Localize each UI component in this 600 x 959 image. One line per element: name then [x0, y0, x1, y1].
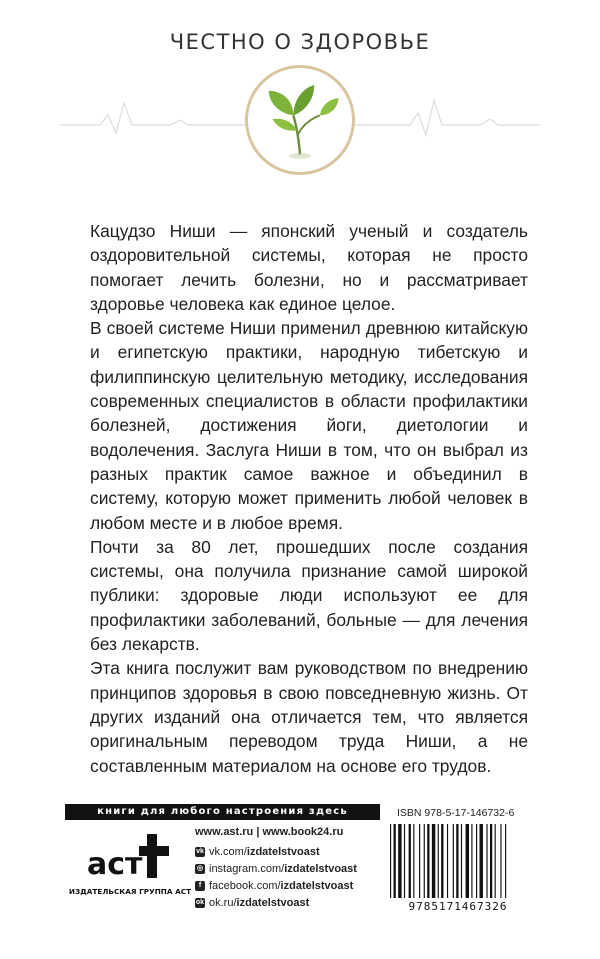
barcode-bar: [466, 824, 469, 898]
plant-sprout-icon: [248, 68, 352, 172]
facebook-icon: f: [195, 881, 205, 891]
barcode-bar: [480, 824, 483, 898]
social-link-instagram[interactable]: [195, 860, 357, 877]
barcode-bar: [490, 824, 492, 898]
paragraph: В своей системе Ниши применил древнюю китайскую и египетскую практики, народную тибетскую и филиппинскую целительную методику, исследования современных специалистов в области профилактики болезней, достижения йоги, диетологии и водолечения. Заслуга Ниши в том, что он выбрал из разных практик самое важное и объединил в систему, которую может применить любой человек в любом месте и в любое время.: [90, 318, 528, 533]
barcode-bar: [495, 824, 496, 898]
vk-icon: vk: [196, 847, 204, 855]
odnoklassniki-icon: ok: [195, 898, 205, 906]
barcode-bar: [419, 824, 420, 898]
social-link-facebook[interactable]: [195, 877, 357, 894]
barcode-bar: [441, 824, 443, 898]
barcode-bar: [409, 824, 411, 898]
social-link-domain: facebook.com/: [209, 879, 281, 892]
barcode-bar: [461, 824, 462, 898]
barcode-bar: [453, 824, 454, 898]
barcode-bar: [394, 824, 396, 898]
isbn-barcode: [388, 822, 528, 912]
publisher-name: ИЗДАТЕЛЬСКАЯ ГРУППА АСТ: [68, 887, 192, 896]
social-link-vk[interactable]: [195, 843, 357, 860]
instagram-icon: ◎: [196, 864, 204, 872]
social-link-handle: izdatelstvoast: [236, 896, 310, 909]
tagline-banner: книги для любого настроения здесь: [65, 804, 380, 820]
barcode-bar: [500, 824, 501, 898]
social-links: [195, 843, 357, 911]
barcode-bar: [471, 824, 472, 898]
ast-logo-text: аст: [87, 847, 143, 882]
series-title: ЧЕСТНО О ЗДОРОВЬЕ: [169, 30, 431, 54]
plant-emblem: [245, 65, 355, 175]
barcode-bar: [413, 824, 414, 898]
barcode-bar: [438, 824, 439, 898]
barcode-bar: [432, 824, 435, 898]
barcode-bar: [447, 824, 448, 898]
social-link-ok[interactable]: [195, 894, 357, 911]
barcode-bar: [390, 824, 391, 898]
barcode-bar: [486, 824, 487, 898]
isbn-label: ISBN 978-5-17-146732-6: [397, 807, 515, 819]
paragraph: Кацудзо Ниши — японский ученый и создатель оздоровительной системы, которая не просто помогает лечить болезни, но и рассматривает здоровье человека как единое целое.: [90, 221, 528, 314]
barcode-bar: [404, 824, 405, 898]
social-link-handle: izdatelstvoast: [284, 862, 357, 875]
paragraph: Эта книга послужит вам руководством по внедрению принципов здоровья в свою повседневную жизнь. От других изданий она отличается тем, что является оригинальным переводом труда Ниши, а не составленным материалом на основе его трудов.: [90, 658, 528, 776]
barcode-bar: [424, 824, 425, 898]
website-links[interactable]: www.ast.ru | www.book24.ru: [195, 826, 344, 838]
barcode-bar: [505, 824, 506, 898]
ast-logo: [85, 830, 175, 885]
barcode-bar: [456, 824, 458, 898]
social-link-domain: instagram.com/: [209, 862, 285, 875]
social-link-domain: ok.ru/: [209, 896, 237, 909]
barcode-digits: 9785171467326: [408, 900, 508, 912]
barcode-bar: [427, 824, 429, 898]
annotation-text: [90, 219, 528, 778]
social-link-handle: izdatelstvoast: [280, 879, 354, 892]
barcode-bar: [398, 824, 401, 898]
barcode-bar: [476, 824, 477, 898]
social-link-domain: vk.com/: [209, 845, 247, 858]
paragraph: Почти за 80 лет, прошедших после создания системы, она получила признание самой широкой публики: здоровые люди используют ее для профилактики заболеваний, больные — для лечения без лекарств.: [90, 536, 528, 655]
social-link-handle: izdatelstvoast: [246, 845, 320, 858]
